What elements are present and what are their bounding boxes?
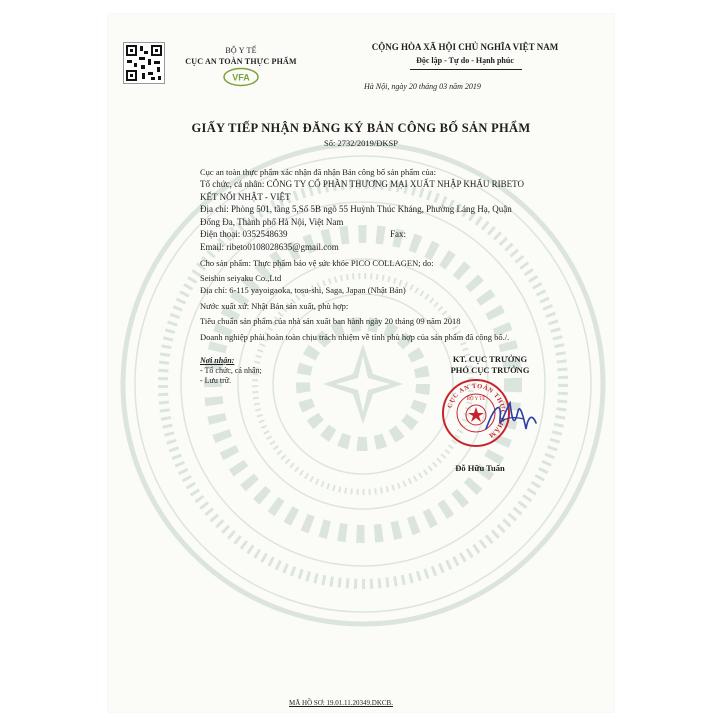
recipient-item: - Lưu trữ. [200,376,232,385]
svg-text:CỤC AN TOÀN THỰC PHẨM: CỤC AN TOÀN THỰC PHẨM [446,382,507,440]
organization-label: Tổ chức, cá nhân: [200,179,267,189]
document-body [200,167,590,344]
national-motto: Độc lập - Tự do - Hạnh phúc [416,56,514,65]
standard-line: Tiêu chuẩn sản phẩm của nhà sản xuất ban hành ngày 20 tháng 09 năm 2018 [200,316,461,326]
recipient-item: - Tổ chức, cá nhân; [200,366,262,375]
organization-name: CÔNG TY CỔ PHẦN THƯƠNG MẠI XUẤT NHẬP KHẨU RIBETO [266,179,525,189]
product-line: Cho sản phẩm: Thực phẩm bảo vệ sức khỏe PICO COLLAGEN; do: [200,257,434,268]
phone: Điện thoại: 0352548639 [200,229,288,239]
svg-text:BỘ Y TẾ: BỘ Y TẾ [466,397,486,402]
signature-title-line2: PHÓ CỤC TRƯỞNG [450,365,530,375]
agency-name: CỤC AN TOÀN THỰC PHẨM [185,57,297,66]
producer-name: Seishin seiyaku Co.,Ltd [200,273,282,283]
vfa-logo [223,67,259,87]
organization-line [200,179,590,190]
dossier-code: MÃ HỒ SƠ: 19.01.11.20349.DKCB. [289,699,393,707]
signature-title [430,354,550,376]
qr-code [123,42,165,84]
recipients [200,356,262,386]
document-page [108,14,614,712]
issuing-agency [182,45,300,83]
address-line-1: Địa chỉ: Phòng 501, tầng 5,Số 5B ngõ 55 Huỳnh Thúc Kháng, Phường Láng Hạ, Quận [200,204,512,214]
signature-title-line1: KT. CỤC TRƯỞNG [452,354,528,364]
fax: Fax: [390,229,407,239]
contact-line [200,229,590,240]
responsibility-line: Doanh nghiệp phải hoàn toàn chịu trách nhiệm về tính phù hợp của sản phẩm đã công bố./. [200,331,510,342]
svg-text:VFA: VFA [232,72,250,83]
nation-name: CỘNG HÒA XÃ HỘI CHỦ NGHĨA VIỆT NAM [371,42,559,52]
organization-name-cont: KẾT NỐI NHẬT - VIỆT [200,191,291,202]
place-date: Hà Nội, ngày 20 tháng 03 năm 2019 [364,82,481,91]
intro-line: Cục an toàn thực phẩm xác nhận đã nhận Bản công bố sản phẩm của: [200,167,436,177]
address-line-2: Đống Đa, Thành phố Hà Nội, Việt Nam [200,216,344,227]
origin-line: Nước xuất xứ: Nhật Bản sản xuất, phù hợp: [200,300,349,311]
document-number: Số: 2732/2019/ĐKSP [324,138,398,148]
motto-underline [410,69,522,70]
email: Email: ribeto0108028635@gmail.com [200,241,339,252]
document-title: GIẤY TIẾP NHẬN ĐĂNG KÝ BẢN CÔNG BỐ SẢN PHẨM [191,121,531,135]
recipients-label: Nơi nhận: [200,356,235,365]
signer-name: Đỗ Hữu Tuấn [455,463,505,473]
producer-address: Địa chỉ: 6-115 yayoigaoka, tosu-shi, Saga, Japan (Nhật Bản) [200,285,406,295]
handwritten-signature [480,389,540,449]
national-heading [334,41,596,66]
ministry-name: BỘ Y TẾ [225,46,257,55]
